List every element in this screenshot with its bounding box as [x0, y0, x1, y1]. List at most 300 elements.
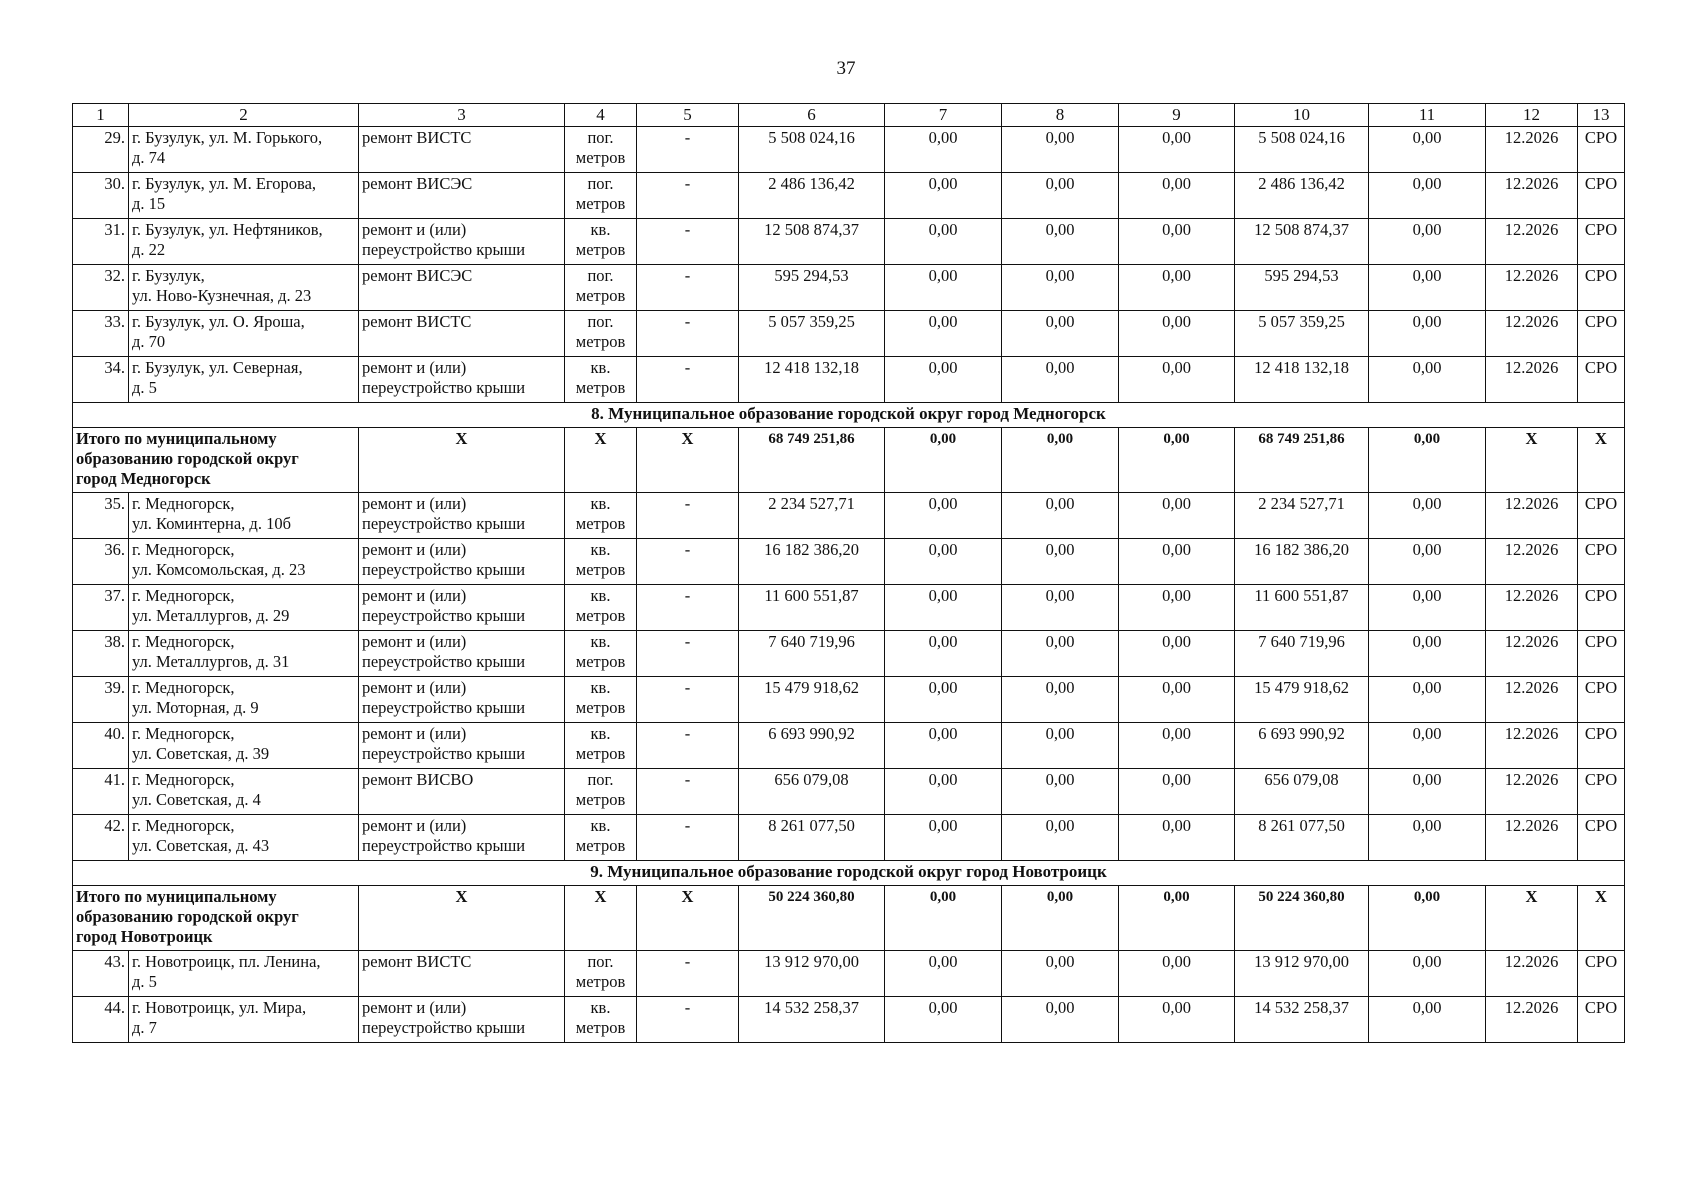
col5-cell-text: - [684, 312, 691, 331]
address-cell-text: ул. Металлургов, д. 31 [132, 652, 290, 671]
amount-cell-text: 0,00 [928, 220, 958, 239]
unit-cell-text: кв. [590, 220, 611, 239]
amount-cell [1369, 815, 1486, 861]
amount-cell [1369, 173, 1486, 219]
amount-cell-text: 0,00 [1162, 586, 1191, 605]
col5-cell-text: - [684, 494, 691, 513]
unit-cell-text: метров [575, 240, 626, 259]
col5-cell-text: - [684, 816, 691, 835]
deadline-cell-text: 12.2026 [1504, 724, 1559, 743]
amount-cell-text: 0,00 [928, 816, 958, 835]
col5-cell [637, 815, 739, 861]
amount-cell [885, 585, 1002, 631]
col5-cell [637, 769, 739, 815]
unit-cell-text: пог. [587, 952, 614, 971]
work-type-cell [359, 311, 565, 357]
work-type-cell-text: переустройство крыши [362, 514, 526, 533]
total-label-text: Итого по муниципальному [76, 429, 277, 448]
amount-cell [1119, 219, 1235, 265]
method-cell-text: СРО [1584, 128, 1618, 147]
unit-cell [565, 723, 637, 769]
col5-cell-text: - [684, 128, 691, 147]
amount-cell [885, 677, 1002, 723]
amount-cell [1119, 428, 1235, 493]
unit-cell-text: кв. [590, 494, 611, 513]
table-row [73, 677, 1625, 723]
row-number-text: 36. [104, 540, 125, 559]
x-mark [359, 428, 565, 493]
unit-cell-text: метров [575, 194, 626, 213]
method-cell-text: СРО [1584, 678, 1618, 697]
deadline-cell-text: 12.2026 [1504, 128, 1559, 147]
section-title-text: 8. Муниципальное образование городской округ город Медногорск [591, 404, 1106, 423]
unit-cell [565, 219, 637, 265]
col5-cell-text: - [684, 998, 691, 1017]
amount-cell-text: 0,00 [1412, 770, 1442, 789]
amount-cell [1002, 769, 1119, 815]
unit-cell [565, 815, 637, 861]
amount-cell-text: 0,00 [1162, 174, 1191, 193]
cost-cell-text: 5 057 359,25 [1258, 312, 1345, 331]
deadline-cell [1486, 493, 1578, 539]
amount-cell-text: 0,00 [1412, 540, 1442, 559]
work-type-cell [359, 951, 565, 997]
total-cost-cell-text: 5 057 359,25 [768, 312, 855, 331]
address-cell [129, 127, 359, 173]
address-cell [129, 539, 359, 585]
total-amount [739, 428, 885, 493]
x-mark-text: X [1525, 429, 1538, 448]
repair-program-table [72, 103, 1625, 1043]
amount-cell-text: 0,00 [928, 540, 958, 559]
address-cell-text: ул. Советская, д. 4 [132, 790, 261, 809]
cost-cell [1235, 173, 1369, 219]
amount-cell [1119, 677, 1235, 723]
col5-cell [637, 631, 739, 677]
amount-cell-text: 0,00 [1045, 952, 1075, 971]
address-cell-text: г. Медногорск, [132, 494, 235, 513]
col5-cell-text: - [684, 724, 691, 743]
amount-cell-text: 0,00 [1045, 724, 1075, 743]
column-header: 6 [739, 104, 885, 127]
amount-cell-text: 0,00 [1162, 678, 1191, 697]
x-mark [565, 428, 637, 493]
method-cell-text: СРО [1584, 358, 1618, 377]
work-type-cell [359, 815, 565, 861]
cost-cell [1235, 769, 1369, 815]
deadline-cell-text: 12.2026 [1504, 586, 1559, 605]
row-number-text: 40. [104, 724, 125, 743]
amount-cell [1369, 677, 1486, 723]
cost-cell [1235, 815, 1369, 861]
amount-cell [1369, 428, 1486, 493]
amount-cell [1119, 127, 1235, 173]
amount-cell [1369, 585, 1486, 631]
method-cell [1578, 631, 1625, 677]
address-cell-text: г. Новотроицк, ул. Мира, [132, 998, 307, 1017]
column-header: 8 [1002, 104, 1119, 127]
work-type-cell-text: ремонт и (или) [362, 220, 467, 239]
amount-cell [885, 815, 1002, 861]
method-cell-text: СРО [1584, 724, 1618, 743]
amount-cell-text: 0,00 [1413, 431, 1441, 447]
amount-cell-text: 0,00 [1045, 494, 1075, 513]
row-number-text: 39. [104, 678, 125, 697]
address-cell-text: г. Бузулук, [132, 266, 205, 285]
method-cell [1578, 677, 1625, 723]
method-cell-text: СРО [1584, 770, 1618, 789]
section-title [73, 403, 1625, 428]
deadline-cell-text: 12.2026 [1504, 770, 1559, 789]
col5-cell-text: - [684, 586, 691, 605]
unit-cell-text: метров [575, 606, 626, 625]
col5-cell-text: - [684, 540, 691, 559]
amount-cell-text: 0,00 [928, 128, 958, 147]
unit-cell-text: метров [575, 148, 626, 167]
address-cell-text: г. Бузулук, ул. М. Егорова, [132, 174, 317, 193]
work-type-cell [359, 173, 565, 219]
cost-cell-text: 595 294,53 [1264, 266, 1339, 285]
amount-cell [1369, 357, 1486, 403]
unit-cell-text: кв. [590, 632, 611, 651]
amount-cell [1002, 886, 1119, 951]
x-mark [1578, 428, 1625, 493]
deadline-cell [1486, 815, 1578, 861]
address-cell-text: г. Медногорск, [132, 632, 235, 651]
x-mark [1578, 886, 1625, 951]
work-type-cell-text: переустройство крыши [362, 652, 526, 671]
total-amount-text: 68 749 251,86 [1258, 431, 1345, 447]
column-header: 2 [129, 104, 359, 127]
amount-cell [1119, 769, 1235, 815]
work-type-cell [359, 723, 565, 769]
deadline-cell-text: 12.2026 [1504, 632, 1559, 651]
unit-cell-text: пог. [587, 128, 614, 147]
address-cell-text: г. Бузулук, ул. Северная, [132, 358, 303, 377]
total-cost-cell-text: 11 600 551,87 [764, 586, 859, 605]
row-number-text: 38. [104, 632, 125, 651]
amount-cell [1119, 357, 1235, 403]
unit-cell-text: кв. [590, 678, 611, 697]
address-cell-text: г. Медногорск, [132, 540, 235, 559]
address-cell-text: г. Бузулук, ул. М. Горького, [132, 128, 323, 147]
table-row [73, 997, 1625, 1043]
deadline-cell-text: 12.2026 [1504, 494, 1559, 513]
method-cell [1578, 357, 1625, 403]
amount-cell-text: 0,00 [929, 431, 957, 447]
amount-cell-text: 0,00 [928, 266, 958, 285]
amount-cell-text: 0,00 [1162, 128, 1191, 147]
total-label-text: образованию городской округ [76, 907, 299, 926]
cost-cell-text: 7 640 719,96 [1258, 632, 1345, 651]
table-row [73, 815, 1625, 861]
work-type-cell-text: ремонт ВИСВО [362, 770, 474, 789]
method-cell [1578, 173, 1625, 219]
work-type-cell-text: ремонт ВИСЭС [362, 174, 473, 193]
amount-cell-text: 0,00 [1162, 312, 1191, 331]
unit-cell-text: метров [575, 972, 626, 991]
amount-cell [885, 265, 1002, 311]
amount-cell-text: 0,00 [1162, 494, 1191, 513]
col5-cell-text: - [684, 952, 691, 971]
address-cell [129, 769, 359, 815]
unit-cell [565, 311, 637, 357]
total-cost-cell-text: 12 418 132,18 [764, 358, 859, 377]
total-cost-cell [739, 173, 885, 219]
deadline-cell-text: 12.2026 [1504, 266, 1559, 285]
amount-cell [1369, 886, 1486, 951]
col5-cell [637, 539, 739, 585]
table-row [73, 951, 1625, 997]
amount-cell-text: 0,00 [1412, 952, 1442, 971]
total-cost-cell [739, 723, 885, 769]
address-cell-text: ул. Коминтерна, д. 10б [132, 514, 291, 533]
deadline-cell-text: 12.2026 [1504, 358, 1559, 377]
x-mark [1486, 428, 1578, 493]
address-cell-text: д. 15 [132, 194, 166, 213]
method-cell [1578, 311, 1625, 357]
amount-cell [885, 631, 1002, 677]
deadline-cell-text: 12.2026 [1504, 174, 1559, 193]
amount-cell-text: 0,00 [1412, 724, 1442, 743]
method-cell [1578, 493, 1625, 539]
column-header-row [73, 104, 1625, 127]
cost-cell [1235, 493, 1369, 539]
amount-cell [1119, 723, 1235, 769]
unit-cell-text: пог. [587, 266, 614, 285]
work-type-cell-text: ремонт ВИСТС [362, 312, 472, 331]
deadline-cell [1486, 127, 1578, 173]
total-label [73, 428, 359, 493]
deadline-cell [1486, 219, 1578, 265]
unit-cell-text: метров [575, 514, 626, 533]
deadline-cell-text: 12.2026 [1504, 220, 1559, 239]
amount-cell-text: 0,00 [929, 889, 957, 905]
method-cell [1578, 723, 1625, 769]
unit-cell-text: кв. [590, 998, 611, 1017]
work-type-cell-text: переустройство крыши [362, 744, 526, 763]
row-number [73, 585, 129, 631]
work-type-cell-text: ремонт и (или) [362, 540, 467, 559]
col5-cell-text: - [684, 678, 691, 697]
amount-cell-text: 0,00 [1412, 312, 1442, 331]
deadline-cell-text: 12.2026 [1504, 952, 1559, 971]
row-number-text: 41. [104, 770, 125, 789]
x-mark [637, 428, 739, 493]
row-number [73, 219, 129, 265]
row-number [73, 173, 129, 219]
work-type-cell-text: ремонт и (или) [362, 816, 467, 835]
row-number-text: 29. [104, 128, 125, 147]
amount-cell [1002, 428, 1119, 493]
unit-cell [565, 357, 637, 403]
unit-cell [565, 539, 637, 585]
amount-cell-text: 0,00 [1412, 358, 1442, 377]
method-cell-text: СРО [1584, 312, 1618, 331]
method-cell [1578, 219, 1625, 265]
amount-cell [1002, 311, 1119, 357]
deadline-cell [1486, 357, 1578, 403]
row-number-text: 43. [104, 952, 125, 971]
amount-cell [1369, 951, 1486, 997]
total-label-text: образованию городской округ [76, 449, 299, 468]
unit-cell-text: метров [575, 1018, 626, 1037]
address-cell-text: г. Бузулук, ул. Нефтяников, [132, 220, 323, 239]
work-type-cell [359, 769, 565, 815]
unit-cell-text: пог. [587, 174, 614, 193]
deadline-cell [1486, 997, 1578, 1043]
total-cost-cell-text: 12 508 874,37 [764, 220, 859, 239]
unit-cell-text: метров [575, 790, 626, 809]
amount-cell [1369, 769, 1486, 815]
x-mark-text: X [594, 887, 607, 906]
amount-cell-text: 0,00 [928, 724, 958, 743]
row-number [73, 127, 129, 173]
address-cell-text: ул. Ново-Кузнечная, д. 23 [132, 286, 312, 305]
method-cell-text: СРО [1584, 220, 1618, 239]
work-type-cell [359, 539, 565, 585]
amount-cell-text: 0,00 [1162, 266, 1191, 285]
x-mark-text: X [455, 887, 468, 906]
table-row [73, 127, 1625, 173]
x-mark-text: X [455, 429, 468, 448]
amount-cell-text: 0,00 [1412, 632, 1442, 651]
column-header: 12 [1486, 104, 1578, 127]
work-type-cell [359, 265, 565, 311]
amount-cell [1002, 127, 1119, 173]
method-cell-text: СРО [1584, 540, 1618, 559]
col5-cell [637, 311, 739, 357]
total-cost-cell [739, 769, 885, 815]
address-cell-text: ул. Комсомольская, д. 23 [132, 560, 306, 579]
table-row [73, 493, 1625, 539]
amount-cell [1369, 493, 1486, 539]
amount-cell [1002, 219, 1119, 265]
amount-cell [885, 127, 1002, 173]
work-type-cell-text: переустройство крыши [362, 606, 526, 625]
table-row [73, 311, 1625, 357]
amount-cell [1369, 219, 1486, 265]
total-cost-cell [739, 951, 885, 997]
total-row [73, 428, 1625, 493]
amount-cell [885, 219, 1002, 265]
amount-cell-text: 0,00 [1163, 431, 1190, 447]
method-cell-text: СРО [1584, 586, 1618, 605]
method-cell-text: СРО [1584, 816, 1618, 835]
col5-cell-text: - [684, 770, 691, 789]
method-cell [1578, 127, 1625, 173]
amount-cell [1369, 539, 1486, 585]
amount-cell-text: 0,00 [1045, 998, 1075, 1017]
address-cell-text: г. Медногорск, [132, 770, 235, 789]
deadline-cell [1486, 631, 1578, 677]
cost-cell [1235, 951, 1369, 997]
unit-cell-text: метров [575, 560, 626, 579]
page-number: 37 [836, 58, 856, 79]
amount-cell [1002, 723, 1119, 769]
amount-cell-text: 0,00 [1162, 632, 1191, 651]
address-cell [129, 997, 359, 1043]
work-type-cell [359, 357, 565, 403]
amount-cell [1369, 997, 1486, 1043]
method-cell [1578, 265, 1625, 311]
address-cell-text: д. 22 [132, 240, 166, 259]
work-type-cell-text: ремонт ВИСЭС [362, 266, 473, 285]
amount-cell-text: 0,00 [1162, 358, 1191, 377]
method-cell [1578, 769, 1625, 815]
work-type-cell [359, 631, 565, 677]
amount-cell [1002, 265, 1119, 311]
col5-cell [637, 997, 739, 1043]
amount-cell-text: 0,00 [1162, 220, 1191, 239]
deadline-cell [1486, 769, 1578, 815]
table-body [73, 104, 1625, 1043]
col5-cell [637, 219, 739, 265]
unit-cell-text: метров [575, 698, 626, 717]
unit-cell-text: кв. [590, 816, 611, 835]
amount-cell [1002, 997, 1119, 1043]
amount-cell-text: 0,00 [1045, 220, 1075, 239]
amount-cell [1119, 539, 1235, 585]
amount-cell [1119, 886, 1235, 951]
column-header: 3 [359, 104, 565, 127]
amount-cell-text: 0,00 [1412, 220, 1442, 239]
section-header-row [73, 403, 1625, 428]
cost-cell [1235, 357, 1369, 403]
cost-cell-text: 656 079,08 [1264, 770, 1339, 789]
x-mark-text: X [1595, 429, 1607, 448]
unit-cell-text: метров [575, 652, 626, 671]
amount-cell [1002, 585, 1119, 631]
total-cost-cell [739, 127, 885, 173]
address-cell [129, 815, 359, 861]
total-label-text: Итого по муниципальному [76, 887, 277, 906]
amount-cell [1119, 173, 1235, 219]
work-type-cell-text: ремонт и (или) [362, 998, 467, 1017]
amount-cell-text: 0,00 [1045, 586, 1075, 605]
amount-cell [1119, 815, 1235, 861]
unit-cell [565, 127, 637, 173]
unit-cell [565, 173, 637, 219]
address-cell-text: д. 5 [132, 378, 157, 397]
amount-cell [1119, 585, 1235, 631]
total-amount [1235, 428, 1369, 493]
row-number [73, 357, 129, 403]
x-mark-text: X [594, 429, 607, 448]
col5-cell [637, 493, 739, 539]
method-cell-text: СРО [1584, 266, 1618, 285]
address-cell-text: д. 7 [132, 1018, 157, 1037]
method-cell-text: СРО [1584, 952, 1618, 971]
col5-cell-text: - [684, 266, 691, 285]
amount-cell-text: 0,00 [1162, 724, 1191, 743]
amount-cell [1119, 997, 1235, 1043]
x-mark [1486, 886, 1578, 951]
amount-cell [1119, 631, 1235, 677]
total-cost-cell [739, 311, 885, 357]
address-cell [129, 677, 359, 723]
total-cost-cell [739, 815, 885, 861]
amount-cell [1119, 311, 1235, 357]
cost-cell-text: 12 508 874,37 [1254, 220, 1349, 239]
table-row [73, 631, 1625, 677]
column-header: 13 [1578, 104, 1625, 127]
deadline-cell-text: 12.2026 [1504, 816, 1559, 835]
row-number [73, 997, 129, 1043]
total-amount-text: 50 224 360,80 [768, 889, 855, 905]
unit-cell [565, 265, 637, 311]
amount-cell-text: 0,00 [1045, 174, 1075, 193]
